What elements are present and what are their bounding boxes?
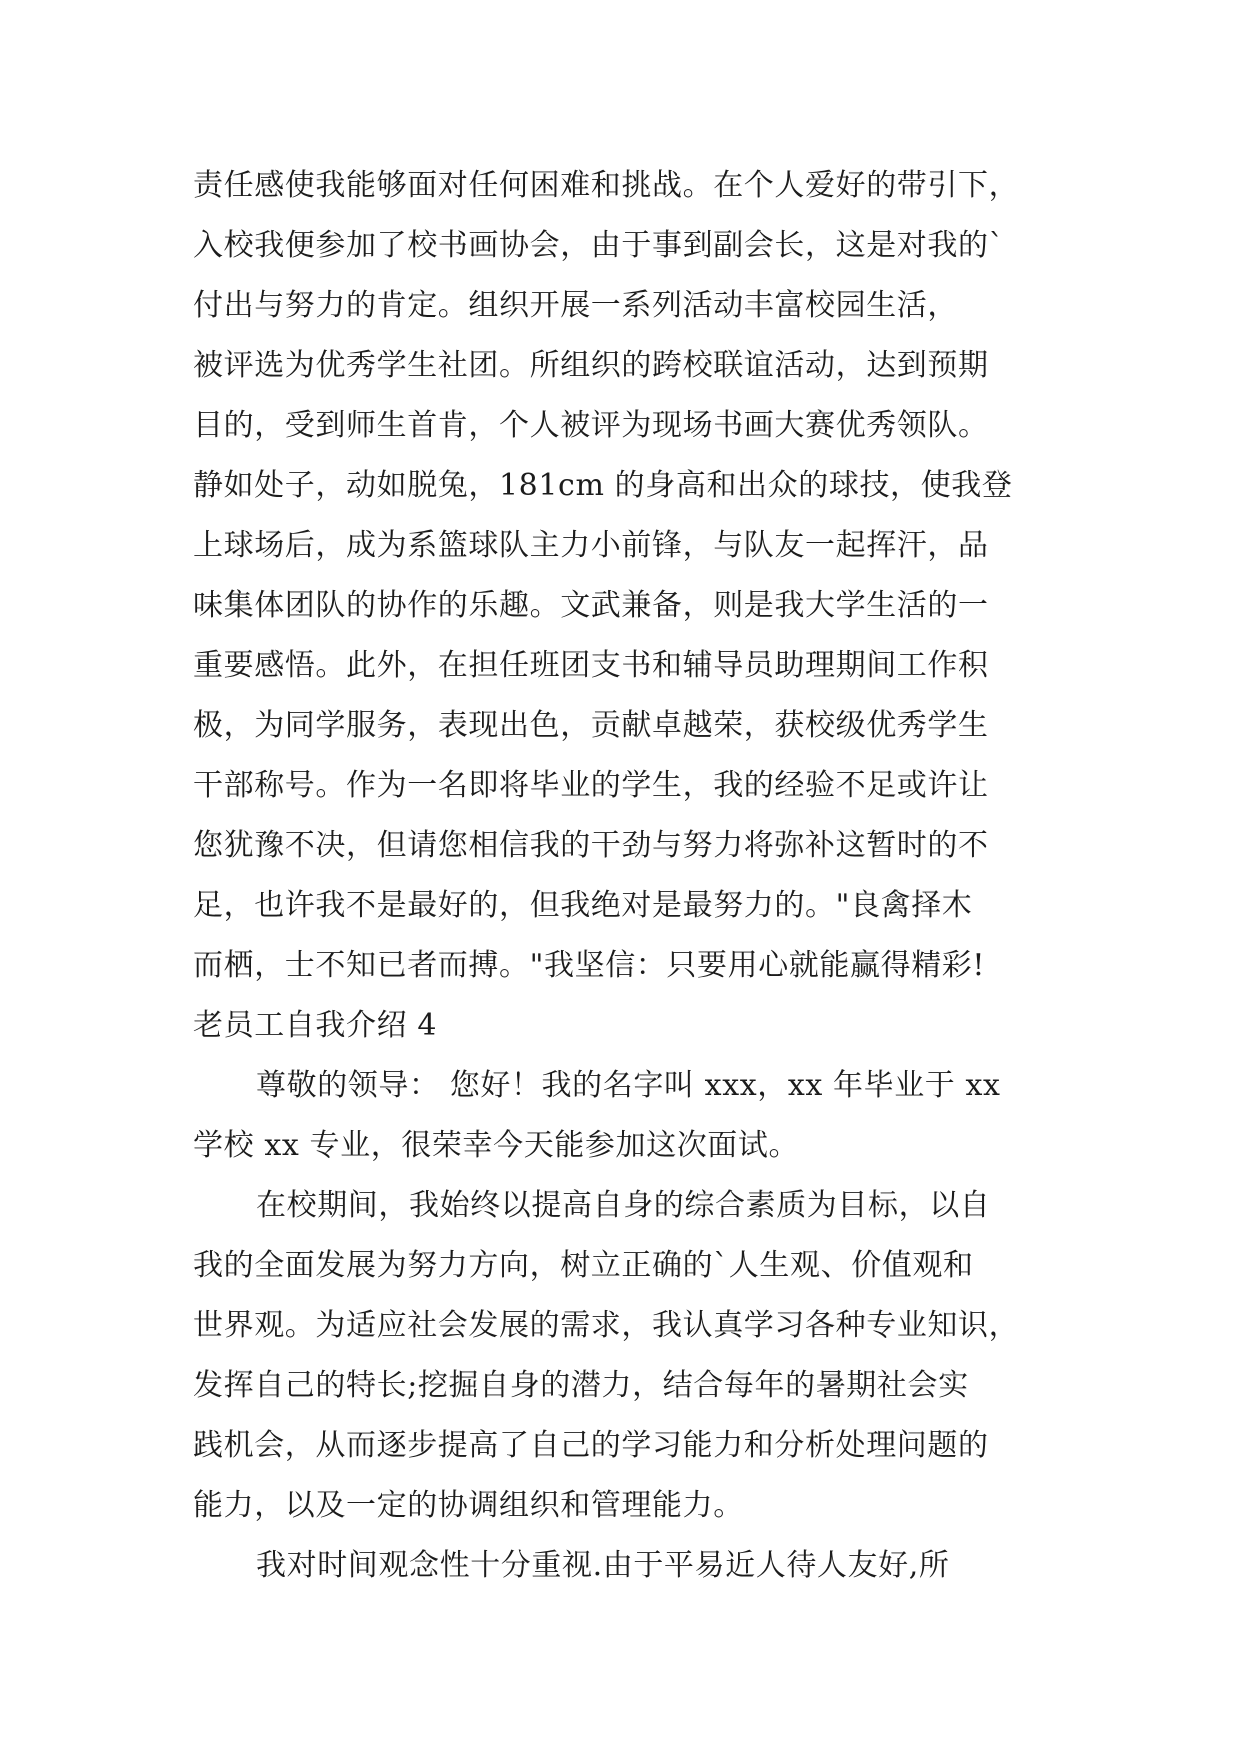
- text-line: 足，也许我不是最好的，但我绝对是最努力的。"良禽择木: [193, 888, 973, 923]
- paragraph-start-line: 在校期间，我始终以提高自身的综合素质为目标，以自: [256, 1188, 991, 1223]
- text-line: 被评选为优秀学生社团。所组织的跨校联谊活动，达到预期: [193, 348, 989, 383]
- text-line: 极，为同学服务，表现出色，贡献卓越荣，获校级优秀学生: [193, 708, 989, 743]
- text-line: 静如处子，动如脱兔，181cm 的身高和出众的球技，使我登: [193, 468, 1013, 503]
- text-line: 入校我便参加了校书画协会，由于事到副会长，这是对我的`: [193, 228, 1005, 263]
- text-line: 您犹豫不决，但请您相信我的干劲与努力将弥补这暂时的不: [193, 828, 989, 863]
- text-line: 目的，受到师生首肯，个人被评为现场书画大赛优秀领队。: [193, 408, 989, 443]
- paragraph-start-line: 我对时间观念性十分重视.由于平易近人待人友好,所: [256, 1548, 950, 1583]
- text-line: 味集体团队的协作的乐趣。文武兼备，则是我大学生活的一: [193, 588, 989, 623]
- greeting-line: 尊敬的领导： 您好！我的名字叫 xxx，xx 年毕业于 xx: [256, 1068, 1001, 1103]
- text-line: 我的全面发展为努力方向，树立正确的`人生观、价值观和: [193, 1248, 974, 1283]
- text-line: 上球场后，成为系篮球队主力小前锋，与队友一起挥汗，品: [193, 528, 989, 563]
- text-line: 重要感悟。此外，在担任班团支书和辅导员助理期间工作积: [193, 648, 989, 683]
- text-line: 学校 xx 专业，很荣幸今天能参加这次面试。: [193, 1128, 800, 1163]
- text-line: 而栖，士不知已者而搏。"我坚信：只要用心就能赢得精彩!: [193, 948, 986, 983]
- text-line: 践机会，从而逐步提高了自己的学习能力和分析处理问题的: [193, 1428, 989, 1463]
- text-line: 责任感使我能够面对任何困难和挑战。在个人爱好的带引下，: [193, 168, 1020, 203]
- text-line: 世界观。为适应社会发展的需求，我认真学习各种专业知识，: [193, 1308, 1020, 1343]
- text-line: 付出与努力的肯定。组织开展一系列活动丰富校园生活，: [193, 288, 958, 323]
- text-line: 能力，以及一定的协调组织和管理能力。: [193, 1488, 744, 1523]
- section-heading: 老员工自我介绍 4: [193, 1008, 438, 1043]
- text-line: 发挥自己的特长;挖掘自身的潜力，结合每年的暑期社会实: [193, 1368, 969, 1403]
- text-line: 干部称号。作为一名即将毕业的学生，我的经验不足或许让: [193, 768, 989, 803]
